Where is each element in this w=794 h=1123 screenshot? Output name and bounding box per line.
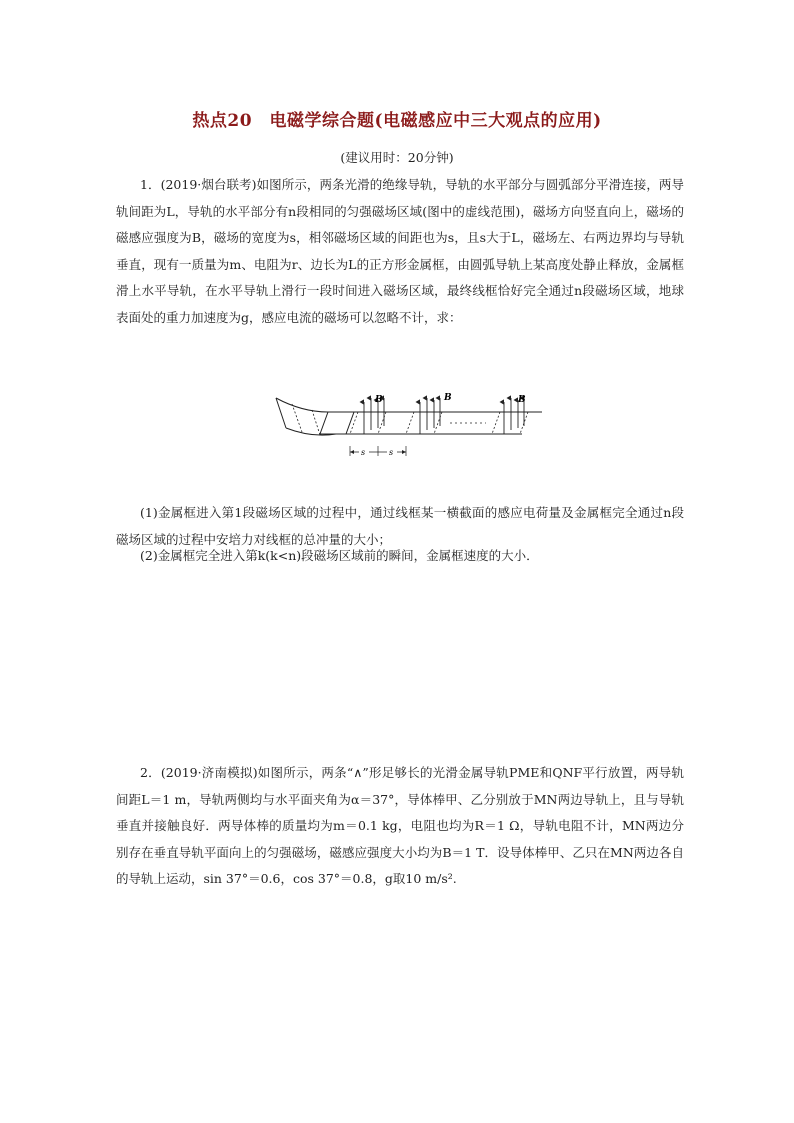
label-B-1: B (375, 395, 383, 405)
problem-2-text: 2．(2019·济南模拟)如图所示，两条“∧”形足够长的光滑金属导轨PME和QNF平行放置，两导轨间距L＝1 m，导轨两侧均与水平面夹角为α＝37°，导体棒甲、乙分别放于MN两边导轨上，且与导轨垂直并接触良好．两导体棒的质量均为m＝0.1 kg，电阻也均为R＝1 Ω，导轨电阻不计，MN两边分别存在垂直导轨平面向上的匀强磁场，磁感应强度大小均为B＝1 T．设导体棒甲、乙只在MN两边各自的导轨上运动，sin 37°＝0.6，cos 37°＝0.8，g取10 m/s². (116, 765, 684, 886)
page-subtitle: (建议用时：20分钟) (340, 150, 454, 165)
field-region-1 (350, 412, 386, 434)
metal-frame (320, 412, 354, 434)
field-region-n (492, 412, 528, 434)
label-s-1: s (361, 448, 366, 457)
problem-1-stem (116, 172, 684, 331)
label-B-n: B (518, 395, 526, 405)
problem-1-question-2 (116, 543, 684, 570)
field-region-2 (406, 412, 442, 434)
rail-magnetic-field-figure (272, 390, 544, 462)
curved-rail-upper (276, 398, 328, 412)
problem-1-q1-text: (1)金属框进入第1段磁场区域的过程中，通过线框某一横截面的感应电荷量及金属框完全通过n段磁场区域的过程中安培力对线框的总冲量的大小； (116, 505, 684, 547)
page-title: 热点20 电磁学综合题(电磁感应中三大观点的应用) (192, 111, 602, 131)
problem-1-text: 1．(2019·烟台联考)如图所示，两条光滑的绝缘导轨，导轨的水平部分与圆弧部分平滑连接，两导轨间距为L，导轨的水平部分有n段相同的匀强磁场区域(图中的虚线范围)，磁场方向竖直向上，磁场的磁感应强度为B，磁场的宽度为s，相邻磁场区域的间距也为s，且s大于L，磁场左、右两边界均与导轨垂直，现有一质量为m、电阻为r、边长为L的正方形金属框，由圆弧导轨上某高度处静止释放，金属框滑上水平导轨，在水平导轨上滑行一段时间进入磁场区域，最终线框恰好完全通过n段磁场区域，地球表面处的重力加速度为g，感应电流的磁场可以忽略不计，求： (116, 177, 684, 325)
field-arrows-2 (420, 398, 440, 434)
problem-2-stem (116, 760, 684, 893)
problem-1-q2-text: (2)金属框完全进入第k(k<n)段磁场区域前的瞬间，金属框速度的大小． (140, 548, 539, 563)
label-B-2: B (444, 393, 452, 403)
label-s-2: s (389, 448, 394, 457)
figure-svg (272, 390, 544, 462)
